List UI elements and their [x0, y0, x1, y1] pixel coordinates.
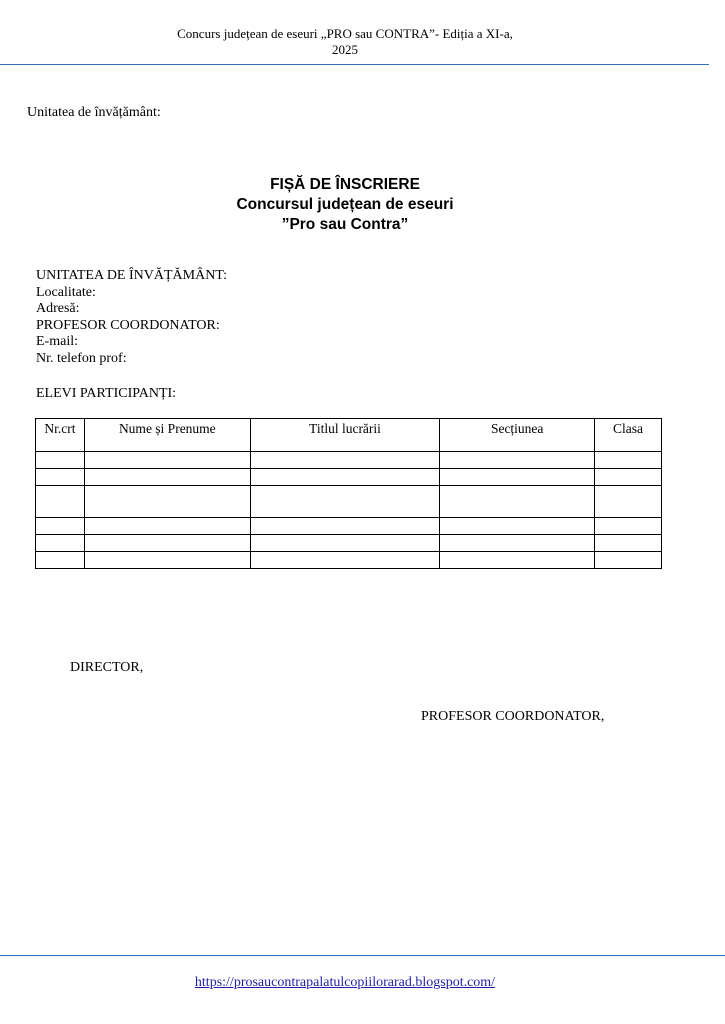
table-header-row: [36, 419, 662, 452]
table-cell[interactable]: [440, 518, 595, 535]
blog-link[interactable]: https://prosaucontrapalatulcopiilorarad.blogspot.com/: [194, 975, 496, 990]
form-title-contest: Concursul județean de eseuri: [236, 196, 454, 213]
table-row: [36, 452, 662, 469]
table-row: [36, 469, 662, 486]
students-label: ELEVI PARTICIPANȚI:: [36, 386, 177, 401]
table-cell[interactable]: [36, 552, 85, 569]
table-cell[interactable]: [84, 452, 250, 469]
col-header-nume: Nume și Prenume: [84, 419, 250, 452]
form-title: [0, 175, 690, 235]
table-cell[interactable]: [595, 452, 662, 469]
table-cell[interactable]: [595, 518, 662, 535]
table-cell[interactable]: [36, 452, 85, 469]
table-cell[interactable]: [250, 535, 440, 552]
col-header-sectiune: Secțiunea: [440, 419, 595, 452]
table-cell[interactable]: [250, 552, 440, 569]
page-header: [0, 26, 690, 58]
table-cell[interactable]: [36, 469, 85, 486]
table-cell[interactable]: [595, 469, 662, 486]
col-header-titlu: Titlul lucrării: [250, 419, 440, 452]
table-cell[interactable]: [250, 469, 440, 486]
field-telefon[interactable]: Nr. telefon prof:: [36, 350, 127, 366]
field-email[interactable]: E-mail:: [36, 334, 78, 349]
table-row: [36, 486, 662, 518]
table-cell[interactable]: [440, 552, 595, 569]
table-cell[interactable]: [440, 469, 595, 486]
table-row: [36, 518, 662, 535]
field-localitate[interactable]: Localitate:: [36, 284, 96, 300]
header-year: 2025: [332, 42, 358, 57]
form-title-name: ”Pro sau Contra”: [281, 216, 409, 233]
director-signature-label: DIRECTOR,: [70, 660, 144, 675]
table-cell[interactable]: [250, 486, 440, 518]
field-unitate[interactable]: UNITATEA DE ÎNVĂȚĂMÂNT:: [36, 268, 228, 283]
table-cell[interactable]: [84, 535, 250, 552]
table-cell[interactable]: [250, 518, 440, 535]
field-profesor[interactable]: PROFESOR COORDONATOR:: [36, 317, 220, 333]
col-header-clasa: Clasa: [595, 419, 662, 452]
table-cell[interactable]: [36, 486, 85, 518]
table-cell[interactable]: [84, 469, 250, 486]
table-cell[interactable]: [36, 535, 85, 552]
table-cell[interactable]: [250, 452, 440, 469]
header-rule: [0, 64, 709, 65]
table-cell[interactable]: [36, 518, 85, 535]
coordinator-signature-label: PROFESOR COORDONATOR,: [421, 709, 605, 724]
header-title: Concurs județean de eseuri „PRO sau CONTRA”- Ediția a XI-a,: [177, 26, 513, 41]
school-label: Unitatea de învățământ:: [27, 105, 161, 120]
table-row: [36, 535, 662, 552]
footer-rule: [0, 955, 725, 956]
col-header-nr: Nr.crt: [36, 419, 85, 452]
table-cell[interactable]: [595, 535, 662, 552]
table-cell[interactable]: [84, 486, 250, 518]
table-row: [36, 552, 662, 569]
table-cell[interactable]: [440, 452, 595, 469]
field-adresa[interactable]: Adresă:: [36, 301, 80, 316]
table-cell[interactable]: [595, 552, 662, 569]
table-cell[interactable]: [595, 486, 662, 518]
table-cell[interactable]: [440, 486, 595, 518]
table-cell[interactable]: [440, 535, 595, 552]
form-title-main: FIȘĂ DE ÎNSCRIERE: [270, 176, 420, 193]
table-cell[interactable]: [84, 552, 250, 569]
participants-table: [35, 418, 662, 569]
table-cell[interactable]: [84, 518, 250, 535]
school-info-fields: [36, 268, 227, 367]
page-footer: [0, 975, 690, 991]
